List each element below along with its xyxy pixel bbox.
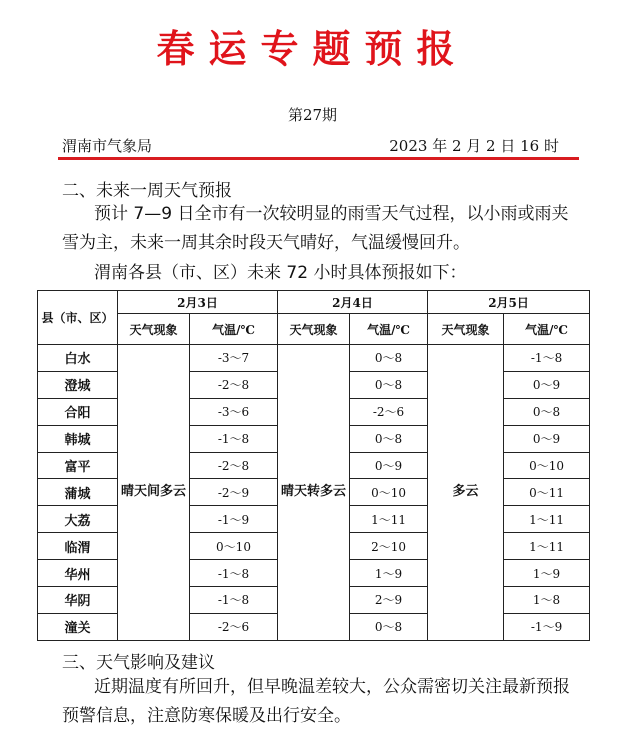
table-intro-text: 渭南各县（市、区）未来 72 小时具体预报如下： bbox=[94, 263, 467, 283]
forecast-paragraph bbox=[62, 200, 582, 258]
temperature-cell: -1～8 bbox=[190, 560, 278, 587]
day-header: 2月4日 bbox=[278, 291, 428, 314]
forecast-paragraph-text: 预计 7—9 日全市有一次较明显的雨雪天气过程，以小雨或雨夹雪为主，未来一周其余时段天气晴好，气温缓慢回升。 bbox=[62, 204, 569, 253]
temperature-cell: 0～9 bbox=[504, 371, 590, 398]
temperature-cell: -1～9 bbox=[504, 613, 590, 640]
temperature-cell: 0～8 bbox=[504, 398, 590, 425]
temperature-cell: -2～8 bbox=[190, 452, 278, 479]
temperature-cell: 1～11 bbox=[350, 506, 428, 533]
weather-cell: 晴天间多云 bbox=[118, 345, 190, 641]
temperature-cell: 1～8 bbox=[504, 587, 590, 614]
header-divider bbox=[58, 157, 579, 160]
temperature-cell: -1～8 bbox=[504, 345, 590, 372]
temperature-cell: -3～7 bbox=[190, 345, 278, 372]
advice-paragraph bbox=[62, 673, 582, 731]
county-cell: 临渭 bbox=[38, 533, 118, 560]
temp-subheader: 气温/℃ bbox=[350, 314, 428, 345]
temperature-cell: -1～9 bbox=[190, 506, 278, 533]
temperature-cell: -2～6 bbox=[190, 613, 278, 640]
temperature-cell: 0～8 bbox=[350, 425, 428, 452]
county-cell: 华州 bbox=[38, 560, 118, 587]
temperature-cell: 2～10 bbox=[350, 533, 428, 560]
county-cell: 合阳 bbox=[38, 398, 118, 425]
weather-subheader: 天气现象 bbox=[278, 314, 350, 345]
county-cell: 华阴 bbox=[38, 587, 118, 614]
temperature-cell: -1～8 bbox=[190, 587, 278, 614]
temperature-cell: 0～11 bbox=[504, 479, 590, 506]
temperature-cell: 0～10 bbox=[190, 533, 278, 560]
weather-subheader: 天气现象 bbox=[118, 314, 190, 345]
temperature-cell: 0～10 bbox=[350, 479, 428, 506]
county-header: 县（市、区） bbox=[38, 291, 118, 345]
county-cell: 大荔 bbox=[38, 506, 118, 533]
weather-cell: 多云 bbox=[428, 345, 504, 641]
county-cell: 蒲城 bbox=[38, 479, 118, 506]
section-heading-advice: 三、天气影响及建议 bbox=[62, 653, 215, 673]
temperature-cell: 0～8 bbox=[350, 345, 428, 372]
day-header: 2月3日 bbox=[118, 291, 278, 314]
county-cell: 白水 bbox=[38, 345, 118, 372]
weather-cell: 晴天转多云 bbox=[278, 345, 350, 641]
temperature-cell: 1～9 bbox=[504, 560, 590, 587]
county-cell: 富平 bbox=[38, 452, 118, 479]
forecast-table bbox=[37, 290, 590, 641]
temperature-cell: -2～8 bbox=[190, 371, 278, 398]
temperature-cell: 0～9 bbox=[350, 452, 428, 479]
temp-subheader: 气温/℃ bbox=[504, 314, 590, 345]
temperature-cell: 0～9 bbox=[504, 425, 590, 452]
county-cell: 澄城 bbox=[38, 371, 118, 398]
issue-date: 2023 年 2 月 2 日 16 时 bbox=[389, 137, 559, 155]
issuing-bureau: 渭南市气象局 bbox=[62, 137, 153, 155]
county-cell: 韩城 bbox=[38, 425, 118, 452]
page-title: 春运专题预报 bbox=[156, 26, 469, 71]
table-intro bbox=[62, 259, 582, 288]
weather-subheader: 天气现象 bbox=[428, 314, 504, 345]
temperature-cell: 0～8 bbox=[350, 371, 428, 398]
county-cell: 潼关 bbox=[38, 613, 118, 640]
temperature-cell: 1～11 bbox=[504, 533, 590, 560]
section-heading-forecast: 二、未来一周天气预报 bbox=[62, 181, 232, 201]
issue-number: 第27期 bbox=[287, 106, 338, 124]
day-header: 2月5日 bbox=[428, 291, 590, 314]
advice-paragraph-text: 近期温度有所回升，但早晚温差较大，公众需密切关注最新预报预警信息，注意防寒保暖及出行安全。 bbox=[62, 677, 570, 726]
temperature-cell: 1～11 bbox=[504, 506, 590, 533]
temperature-cell: -3～6 bbox=[190, 398, 278, 425]
table-row bbox=[38, 345, 590, 372]
temperature-cell: 1～9 bbox=[350, 560, 428, 587]
temperature-cell: -1～8 bbox=[190, 425, 278, 452]
temperature-cell: -2～6 bbox=[350, 398, 428, 425]
temperature-cell: 0～8 bbox=[350, 613, 428, 640]
temp-subheader: 气温/℃ bbox=[190, 314, 278, 345]
temperature-cell: 2～9 bbox=[350, 587, 428, 614]
temperature-cell: -2～9 bbox=[190, 479, 278, 506]
temperature-cell: 0～10 bbox=[504, 452, 590, 479]
